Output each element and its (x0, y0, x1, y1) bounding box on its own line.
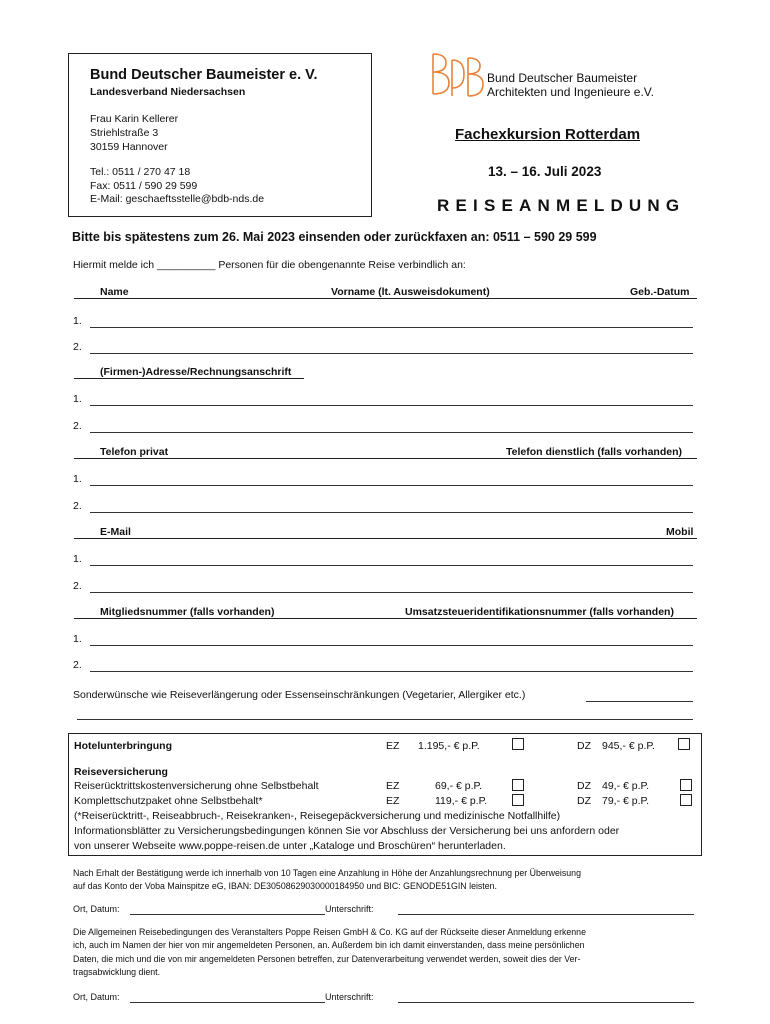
row-number: 1. (73, 393, 82, 405)
org-subtitle: Landesverband Niedersachsen (90, 86, 246, 98)
contact-info (90, 166, 264, 207)
row-number: 1. (73, 315, 82, 327)
insurance-note: (*Reiserücktritt-, Reiseabbruch-, Reisekranken-, Reisegepäckversicherung und medizinische Notfallhilfe) (74, 810, 561, 822)
event-dates: 13. – 16. Juli 2023 (488, 164, 602, 179)
hotel-dz-checkbox[interactable] (678, 738, 690, 750)
intro-text: Hiermit melde ich __________ Personen für die obengenannte Reise verbindlich an: (73, 259, 466, 271)
ins1-ez-price: 69,- € p.P. (435, 780, 483, 792)
org-title: Bund Deutscher Baumeister e. V. (90, 67, 318, 83)
row-number: 2. (73, 580, 82, 592)
city: 30159 Hannover (90, 141, 168, 153)
label-mitgliedsnummer: Mitgliedsnummer (falls vorhanden) (100, 606, 275, 618)
row-number: 2. (73, 500, 82, 512)
section-rule (74, 298, 697, 299)
ort-datum-field-2[interactable] (130, 1002, 325, 1003)
hotel-ez-label: EZ (386, 740, 400, 752)
postal-address (90, 112, 178, 154)
logo-text (487, 71, 654, 99)
section-rule (74, 378, 304, 379)
email-link[interactable]: E-Mail: geschaeftsstelle@bdb-nds.de (90, 193, 265, 205)
ins2-dz-label: DZ (577, 795, 591, 807)
ins1-dz-label: DZ (577, 780, 591, 792)
special-wishes-label: Sonderwünsche wie Reiseverlängerung oder Essenseinschränkungen (Vegetarier, Allergiker etc.) (73, 689, 526, 701)
logo-line-1: Bund Deutscher Baumeister (487, 71, 638, 85)
ins2-dz-checkbox[interactable] (680, 794, 692, 806)
terms-line-4: tragsabwicklung dient. (73, 967, 161, 978)
ins2-ez-price: 119,- € p.P. (435, 795, 488, 807)
ins1-dz-checkbox[interactable] (680, 779, 692, 791)
ins1-ez-label: EZ (386, 780, 400, 792)
bdb-logo (430, 50, 488, 105)
label-geb-datum: Geb.-Datum (630, 286, 690, 298)
insurance-info-link: von unserer Webseite www.poppe-reisen.de unter „Kataloge und Broschüren“ herunterladen. (74, 840, 506, 852)
hotel-label: Hotelunterbringung (74, 740, 172, 752)
payment-line-1: Nach Erhalt der Bestätigung werde ich innerhalb von 10 Tagen eine Anzahlung in Höhe der Anzahlungsrechnung per Überweisung (73, 868, 581, 878)
insurance-label: Reiseversicherung (74, 766, 168, 778)
label-ust-id: Umsatzsteueridentifikationsnummer (falls vorhanden) (405, 606, 674, 618)
special-wishes-field[interactable] (586, 701, 693, 702)
hotel-ez-checkbox[interactable] (512, 738, 524, 750)
contact-name: Frau Karin Kellerer (90, 113, 179, 125)
hotel-dz-label: DZ (577, 740, 591, 752)
label-email: E-Mail (100, 526, 131, 538)
row-number: 2. (73, 420, 82, 432)
logo-line-2: Architekten und Ingenieure e.V. (487, 85, 655, 99)
section-rule (74, 458, 697, 459)
terms-text (73, 926, 698, 980)
label-name: Name (100, 286, 129, 298)
hotel-dz-price: 945,- € p.P. (602, 740, 655, 752)
ins1-dz-price: 49,- € p.P. (602, 780, 650, 792)
phone: Tel.: 0511 / 270 47 18 (90, 166, 191, 178)
label-mobil: Mobil (666, 526, 694, 538)
special-wishes-field-2[interactable] (77, 719, 693, 720)
insurance-info: Informationsblätter zu Versicherungsbedingungen können Sie vor Abschluss der Versicherung bei uns anfordern oder (74, 825, 620, 837)
payment-line-2: auf das Konto der Voba Mainspitze eG, IBAN: DE30508629030000184950 und BIC: GENODE51GIN leisten. (73, 881, 497, 892)
payment-info (73, 867, 698, 894)
insurance-option-1: Reiserücktrittskostenversicherung ohne Selbstbehalt (74, 780, 319, 792)
ins2-dz-price: 79,- € p.P. (602, 795, 650, 807)
terms-line-3: Daten, die mich und die von mir angemeldeten Personen betreffen, zur Datenverarbeitung verwendet werden, soweit dies der Ver- (73, 953, 581, 964)
row-number: 2. (73, 659, 82, 671)
ins2-ez-label: EZ (386, 795, 400, 807)
label-vorname: Vorname (lt. Ausweisdokument) (331, 286, 490, 298)
label-adresse: (Firmen-)Adresse/Rechnungsanschrift (100, 366, 292, 378)
unterschrift-label-2: Unterschrift: (325, 992, 374, 1002)
hotel-ez-price: 1.195,- € p.P. (418, 740, 480, 752)
terms-line-1: Die Allgemeinen Reisebedingungen des Veranstalters Poppe Reisen GmbH & Co. KG auf der Rückseite dieser Anmeldung erkenne (73, 927, 586, 937)
fax: Fax: 0511 / 590 29 599 (90, 179, 198, 192)
street: Striehlstraße 3 (90, 127, 159, 139)
row-number: 1. (73, 473, 82, 485)
label-telefon-dienstlich: Telefon dienstlich (falls vorhanden) (506, 446, 682, 458)
row-number: 2. (73, 341, 82, 353)
ins2-ez-checkbox[interactable] (512, 794, 524, 806)
insurance-option-2: Komplettschutzpaket ohne Selbstbehalt* (74, 795, 263, 807)
unterschrift-label: Unterschrift: (325, 904, 374, 914)
form-heading: REISEANMELDUNG (437, 196, 686, 215)
section-rule (74, 618, 697, 619)
ort-datum-label-2: Ort, Datum: (73, 992, 120, 1002)
label-telefon-privat: Telefon privat (100, 446, 169, 458)
row-number: 1. (73, 633, 82, 645)
ort-datum-label: Ort, Datum: (73, 904, 120, 914)
deadline-notice: Bitte bis spätestens zum 26. Mai 2023 einsenden oder zurückfaxen an: 0511 – 590 29 599 (72, 230, 597, 244)
section-rule (74, 538, 697, 539)
signature-field[interactable] (398, 914, 694, 915)
row-number: 1. (73, 553, 82, 565)
ort-datum-field[interactable] (130, 914, 325, 915)
event-title: Fachexkursion Rotterdam (455, 126, 641, 143)
signature-field-2[interactable] (398, 1002, 694, 1003)
terms-line-2: ich, auch im Namen der hier von mir angemeldeten Personen, an. Außerdem bin ich damit einverstanden, dass meine persönlichen (73, 940, 585, 951)
ins1-ez-checkbox[interactable] (512, 779, 524, 791)
